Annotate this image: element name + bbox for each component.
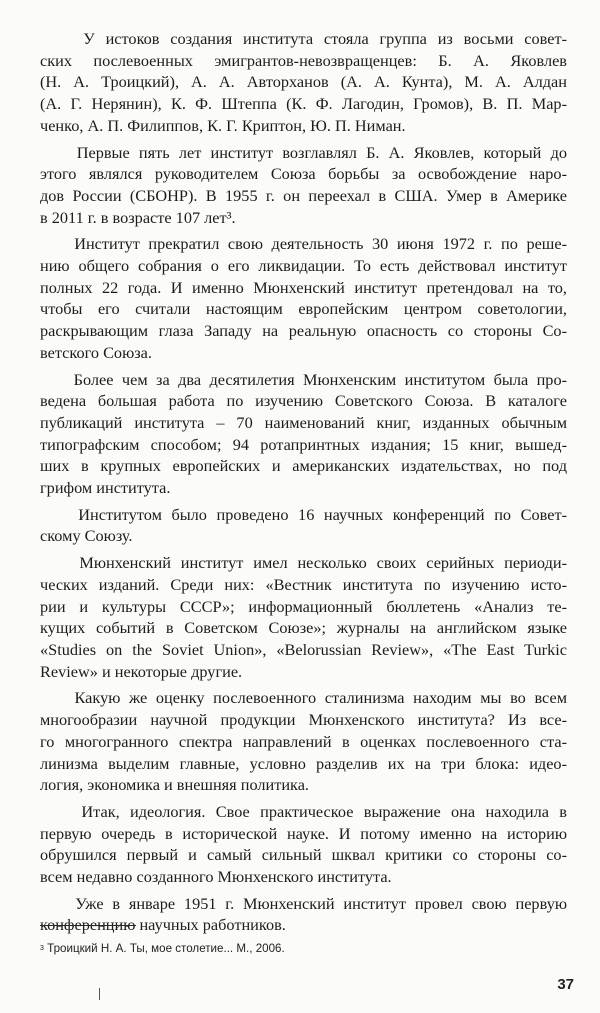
paragraph (40, 801, 567, 888)
footnote (40, 942, 560, 956)
text-line: рии и культуры СССР»; информационный бюллетень «Анализ те- (40, 596, 567, 616)
text-line: ших в крупных европейских и американских издательствах, но под (40, 456, 567, 476)
paragraph (40, 552, 567, 682)
paragraph (40, 893, 567, 936)
text-line: Какую же оценку послевоенного сталинизма находим мы во всем (40, 688, 567, 708)
text-line: Институтом было проведено 16 научных конференций по Совет- (40, 504, 567, 524)
text-line: многообразии научной продукции Мюнхенского института? Из все- (40, 710, 567, 730)
text-line: логия, экономика и внешняя политика. (40, 775, 309, 795)
paragraph (40, 369, 567, 499)
text-line: дов России (СБОНР). В 1955 г. он переехал в США. Умер в Америке (40, 185, 567, 205)
text-line: ведена большая работа по изучению Советского Союза. В каталоге (40, 391, 567, 411)
text-line: Уже в январе 1951 г. Мюнхенский институт провел свою первую (40, 893, 567, 913)
text-line: всем недавно созданного Мюнхенского института. (40, 867, 392, 887)
text-line: го многогранного спектра направлений в оценках послевоенного ста- (40, 731, 567, 751)
paragraph (40, 687, 567, 796)
text-line: нию общего собрания о его ликвидации. То есть действовал институт (40, 256, 567, 276)
paragraph (40, 504, 567, 547)
text-line: обрушился первый и самый сильный шквал критики со стороны со- (40, 845, 567, 865)
text-line: Более чем за два десятилетия Мюнхенским институтом была про- (40, 369, 567, 389)
text-line: Первые пять лет институт возглавлял Б. А. Яковлев, который до (40, 142, 567, 162)
text-line: раскрывающим глаза Западу на реальную опасность со стороны Со- (40, 321, 567, 341)
text-line: ческих изданий. Среди них: «Вестник института по изучению исто- (40, 574, 567, 594)
text-line: грифом института. (40, 478, 171, 498)
text-line: (А. Г. Нерянин), К. Ф. Штеппа (К. Ф. Лагодин, Громов), В. П. Мар- (40, 94, 567, 114)
text-line: чтобы его считали настоящим европейским центром советологии, (40, 299, 567, 319)
paragraph (40, 28, 567, 137)
text-line: этого являлся руководителем Союза борьбы за освобождение наро- (40, 164, 567, 184)
text-line: Институт прекратил свою деятельность 30 июня 1972 г. по реше- (40, 234, 567, 254)
text-line: полных 22 года. И именно Мюнхенский институт претендовал на то, (40, 277, 567, 297)
text-line: кущих событий в Советском Союзе»; журналы на английском языке (40, 618, 567, 638)
text-line: ских послевоенных эмигрантов-невозвращенцев: Б. А. Яковлев (40, 50, 567, 70)
text-line: первую очередь в исторической науке. И потому именно на историю (40, 823, 567, 843)
text-line: ченко, А. П. Филиппов, К. Г. Криптон, Ю. П. Ниман. (40, 115, 406, 135)
paragraph (40, 233, 567, 363)
paragraph (40, 142, 567, 229)
text-line: конференцию научных работников. (40, 915, 286, 935)
text-line: У истоков создания института стояла группа из восьми совет- (40, 29, 567, 48)
text-line: публикаций института – 70 наименований книг, изданных обычным (40, 412, 567, 432)
text-line: Итак, идеология. Свое практическое выражение она находила в (40, 801, 567, 821)
text-line: «Studies on the Soviet Union», «Belorussian Review», «The East Turkic (40, 639, 567, 659)
page-number: 37 (557, 976, 574, 993)
text-line: (Н. А. Троицкий), А. А. Авторханов (А. А. Кунта), М. А. Алдан (40, 72, 567, 92)
text-line: Мюнхенский институт имел несколько своих серийных периоди- (40, 553, 567, 573)
page-body (40, 28, 567, 936)
text-line: Review» и некоторые другие. (40, 661, 243, 681)
text-line: скому Союзу. (40, 526, 133, 546)
print-mark (99, 988, 100, 1000)
footnote-text: Троицкий Н. А. Ты, мое столетие... М., 2006. (47, 942, 285, 955)
text-line: ветского Союза. (40, 342, 152, 362)
text-line: в 2011 г. в возрасте 107 лет³. (40, 207, 236, 227)
footnote-divider (40, 925, 136, 926)
footnote-marker: 3 (40, 945, 44, 952)
text-line: линизма выделим главные, условно разделив их на три блока: идео- (40, 753, 567, 773)
text-line: типографским способом; 94 ротапринтных издания; 15 книг, вышед- (40, 434, 567, 454)
